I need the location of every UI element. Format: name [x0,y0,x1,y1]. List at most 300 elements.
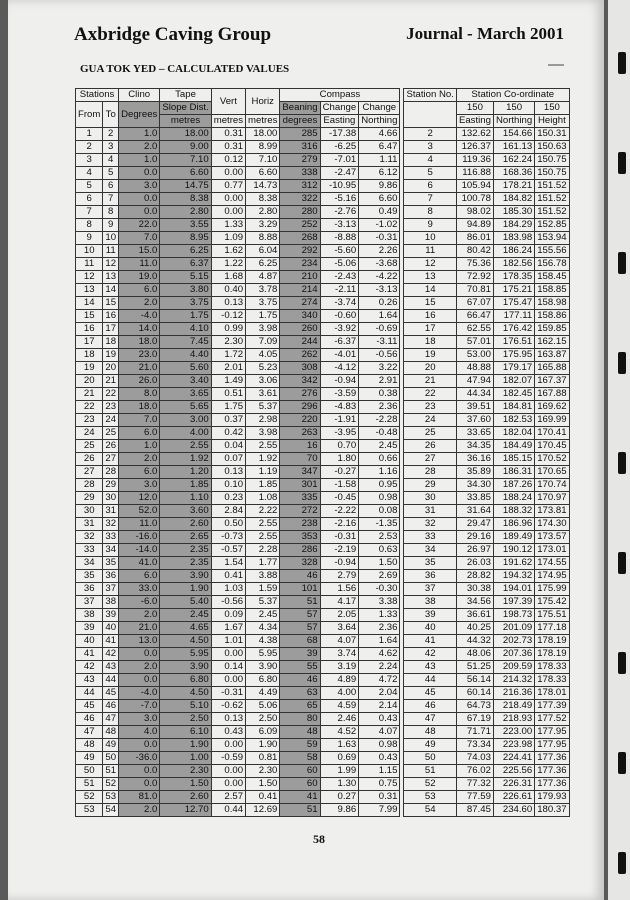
cell-horiz: 2.30 [246,765,280,778]
cell-change-northing: 0.98 [359,739,400,752]
cell-northing: 186.31 [493,466,534,479]
cell-station-no: 6 [404,180,456,193]
table-row [76,453,570,466]
cell-from: 6 [76,193,103,206]
cell-clino: 13.0 [119,635,160,648]
cell-from: 43 [76,674,103,687]
cell-northing: 223.00 [493,726,534,739]
cell-northing: 202.73 [493,635,534,648]
cell-change-easting: 1.63 [320,739,359,752]
survey-table-body [76,128,570,817]
cell-northing: 216.36 [493,687,534,700]
cell-station-no: 10 [404,232,456,245]
cell-change-northing: 2.36 [359,622,400,635]
cell-change-easting: -2.16 [320,518,359,531]
cell-bearing: 252 [280,219,320,232]
cell-change-northing: 2.45 [359,440,400,453]
cell-vert: 0.04 [211,440,245,453]
cell-to: 40 [103,622,119,635]
cell-northing: 197.39 [493,596,534,609]
cell-northing: 175.21 [493,284,534,297]
cell-tape: 8.95 [160,232,211,245]
table-row [76,687,570,700]
cell-horiz: 1.85 [246,479,280,492]
cell-change-easting: -4.12 [320,362,359,375]
cell-from: 15 [76,310,103,323]
cell-tape: 6.37 [160,258,211,271]
cell-tape: 7.10 [160,154,211,167]
cell-height: 178.01 [535,687,569,700]
cell-easting: 105.94 [456,180,493,193]
cell-horiz: 5.95 [246,648,280,661]
cell-northing: 183.98 [493,232,534,245]
cell-station-no: 29 [404,479,456,492]
cell-horiz: 0.81 [246,752,280,765]
cell-station-no: 42 [404,648,456,661]
cell-clino: 41.0 [119,557,160,570]
cell-northing: 182.04 [493,427,534,440]
cell-tape: 5.65 [160,401,211,414]
cell-northing: 209.59 [493,661,534,674]
cell-vert: 1.62 [211,245,245,258]
cell-horiz: 1.90 [246,739,280,752]
cell-change-northing: 4.66 [359,128,400,141]
cell-tape: 14.75 [160,180,211,193]
cell-northing: 223.98 [493,739,534,752]
cell-tape: 3.55 [160,219,211,232]
cell-vert: 0.31 [211,141,245,154]
cell-vert: 0.12 [211,154,245,167]
cell-easting: 33.85 [456,492,493,505]
cell-clino: 15.0 [119,245,160,258]
cell-clino: 3.0 [119,713,160,726]
cell-station-no: 45 [404,687,456,700]
cell-station-no: 9 [404,219,456,232]
cell-from: 46 [76,713,103,726]
cell-station-no: 54 [404,804,456,817]
cell-easting: 116.88 [456,167,493,180]
survey-table-wrap [75,88,570,817]
cell-bearing: 60 [280,778,320,791]
table-row [76,193,570,206]
table-row [76,518,570,531]
pencil-mark [548,64,564,66]
cell-to: 8 [103,206,119,219]
cell-northing: 225.56 [493,765,534,778]
cell-change-easting: 4.00 [320,687,359,700]
cell-bearing: 308 [280,362,320,375]
cell-clino: 2.0 [119,609,160,622]
cell-bearing: 220 [280,414,320,427]
cell-horiz: 1.19 [246,466,280,479]
cell-clino: 81.0 [119,791,160,804]
cell-bearing: 80 [280,713,320,726]
cell-easting: 47.94 [456,375,493,388]
cell-change-easting: 4.59 [320,700,359,713]
table-row [76,245,570,258]
cell-tape: 4.50 [160,687,211,700]
cell-change-northing: -0.31 [359,232,400,245]
cell-northing: 186.24 [493,245,534,258]
table-row [76,765,570,778]
cell-easting: 87.45 [456,804,493,817]
cell-station-no: 41 [404,635,456,648]
cell-change-northing: 9.86 [359,180,400,193]
cell-change-easting: 2.46 [320,713,359,726]
cell-tape: 2.55 [160,440,211,453]
cell-height: 174.95 [535,570,569,583]
cell-to: 24 [103,414,119,427]
cell-clino: 11.0 [119,518,160,531]
cell-height: 165.88 [535,362,569,375]
cell-northing: 189.49 [493,531,534,544]
bearing-units-header: degrees [280,115,320,128]
page-header [74,24,564,54]
cell-to: 17 [103,323,119,336]
cell-horiz: 5.37 [246,596,280,609]
cell-horiz: 4.87 [246,271,280,284]
cell-change-easting: -0.31 [320,531,359,544]
cell-height: 170.97 [535,492,569,505]
cell-height: 173.81 [535,505,569,518]
table-row [76,375,570,388]
cell-clino: 0.0 [119,674,160,687]
cell-tape: 3.60 [160,505,211,518]
cell-from: 28 [76,479,103,492]
cell-height: 173.01 [535,544,569,557]
cell-bearing: 340 [280,310,320,323]
cell-northing: 201.09 [493,622,534,635]
cell-clino: 0.0 [119,648,160,661]
cell-tape: 4.00 [160,427,211,440]
cell-bearing: 292 [280,245,320,258]
cell-station-no: 3 [404,141,456,154]
punch-hole [618,252,626,274]
cell-height: 177.36 [535,778,569,791]
cell-bearing: 57 [280,609,320,622]
cell-easting: 76.02 [456,765,493,778]
cell-vert: 2.84 [211,505,245,518]
cell-easting: 60.14 [456,687,493,700]
cell-height: 151.52 [535,206,569,219]
cell-clino: 7.0 [119,232,160,245]
cell-change-northing: 2.24 [359,661,400,674]
cell-tape: 3.00 [160,414,211,427]
cell-easting: 80.42 [456,245,493,258]
cell-change-northing: 1.15 [359,765,400,778]
cell-tape: 2.80 [160,206,211,219]
cell-to: 41 [103,635,119,648]
cell-vert: 0.07 [211,453,245,466]
cell-change-easting: -3.74 [320,297,359,310]
cell-station-no: 28 [404,466,456,479]
table-row [76,661,570,674]
cell-vert: 0.50 [211,518,245,531]
cell-clino: 7.0 [119,414,160,427]
cell-to: 28 [103,466,119,479]
cell-change-easting: 0.27 [320,791,359,804]
cell-from: 31 [76,518,103,531]
cell-from: 3 [76,154,103,167]
cell-height: 156.78 [535,258,569,271]
cell-tape: 12.70 [160,804,211,817]
cell-horiz: 2.80 [246,206,280,219]
cell-clino: -4.0 [119,310,160,323]
cell-vert: 0.43 [211,726,245,739]
cell-tape: 5.15 [160,271,211,284]
cell-easting: 77.32 [456,778,493,791]
org-name: Axbridge Caving Group [74,24,272,45]
cell-vert: 1.68 [211,271,245,284]
cell-easting: 30.38 [456,583,493,596]
cell-change-northing: 6.12 [359,167,400,180]
table-row [76,726,570,739]
cell-tape: 2.30 [160,765,211,778]
cell-horiz: 3.90 [246,661,280,674]
cell-station-no: 19 [404,349,456,362]
cell-from: 35 [76,570,103,583]
cell-tape: 1.20 [160,466,211,479]
cell-bearing: 70 [280,453,320,466]
cell-northing: 168.36 [493,167,534,180]
cell-clino: 2.0 [119,453,160,466]
cell-from: 10 [76,245,103,258]
cell-vert: 0.51 [211,388,245,401]
cell-station-no: 4 [404,154,456,167]
cell-change-northing: 7.99 [359,804,400,817]
cell-from: 2 [76,141,103,154]
cell-to: 47 [103,713,119,726]
cell-vert: -0.56 [211,596,245,609]
cell-height: 170.52 [535,453,569,466]
cell-from: 45 [76,700,103,713]
cell-northing: 162.24 [493,154,534,167]
cell-change-northing: 2.91 [359,375,400,388]
cell-from: 48 [76,739,103,752]
cell-tape: 9.00 [160,141,211,154]
cell-from: 18 [76,349,103,362]
cell-horiz: 14.73 [246,180,280,193]
cell-easting: 26.03 [456,557,493,570]
cell-change-northing: 1.64 [359,310,400,323]
cell-bearing: 279 [280,154,320,167]
coord-easting-header: Easting [456,115,493,128]
cell-change-northing: 1.50 [359,557,400,570]
cell-from: 24 [76,427,103,440]
cell-change-northing: -0.56 [359,349,400,362]
cell-from: 41 [76,648,103,661]
cell-change-easting: 4.52 [320,726,359,739]
cell-horiz: 2.55 [246,518,280,531]
cell-northing: 182.07 [493,375,534,388]
table-row [76,466,570,479]
cell-to: 43 [103,661,119,674]
cell-northing: 186.96 [493,518,534,531]
cell-change-easting: -0.60 [320,310,359,323]
table-row [76,388,570,401]
cell-change-northing: -3.11 [359,336,400,349]
cell-change-northing: -0.69 [359,323,400,336]
cell-station-no: 47 [404,713,456,726]
cell-easting: 26.97 [456,544,493,557]
cell-to: 29 [103,479,119,492]
cell-clino: 0.0 [119,167,160,180]
cell-change-northing: 0.38 [359,388,400,401]
cell-tape: 3.90 [160,570,211,583]
cell-from: 21 [76,388,103,401]
cell-from: 38 [76,609,103,622]
cell-easting: 31.64 [456,505,493,518]
cell-tape: 2.60 [160,791,211,804]
cell-bearing: 260 [280,323,320,336]
cell-vert: 0.44 [211,804,245,817]
cell-from: 26 [76,453,103,466]
cell-clino: 6.0 [119,284,160,297]
cell-change-northing: 0.31 [359,791,400,804]
cell-change-northing: 0.49 [359,206,400,219]
cell-from: 11 [76,258,103,271]
cell-change-northing: 0.75 [359,778,400,791]
cell-easting: 67.19 [456,713,493,726]
cell-from: 33 [76,544,103,557]
cell-height: 177.52 [535,713,569,726]
cell-change-easting: -5.06 [320,258,359,271]
cell-vert: 0.23 [211,492,245,505]
cell-easting: 29.16 [456,531,493,544]
cell-clino: -36.0 [119,752,160,765]
cell-tape: 3.65 [160,388,211,401]
cell-horiz: 7.09 [246,336,280,349]
cell-bearing: 68 [280,635,320,648]
cell-vert: 1.67 [211,622,245,635]
cell-easting: 44.34 [456,388,493,401]
cell-clino: 1.0 [119,128,160,141]
cell-northing: 188.24 [493,492,534,505]
cell-height: 179.93 [535,791,569,804]
cell-to: 34 [103,544,119,557]
cell-from: 29 [76,492,103,505]
cell-clino: 22.0 [119,219,160,232]
cell-change-easting: 1.56 [320,583,359,596]
cell-change-northing: -4.22 [359,271,400,284]
cell-change-northing: 6.60 [359,193,400,206]
cell-from: 53 [76,804,103,817]
cell-tape: 1.00 [160,752,211,765]
cell-change-northing: 0.95 [359,479,400,492]
cell-change-northing: 1.33 [359,609,400,622]
change-easting-header: Change [320,102,359,115]
cell-easting: 119.36 [456,154,493,167]
cell-change-northing: 0.66 [359,453,400,466]
cell-easting: 34.56 [456,596,493,609]
cell-horiz: 6.04 [246,245,280,258]
cell-horiz: 1.75 [246,310,280,323]
tape-units-header: metres [160,115,211,128]
cell-station-no: 14 [404,284,456,297]
cell-station-no: 37 [404,583,456,596]
cell-station-no: 35 [404,557,456,570]
cell-easting: 62.55 [456,323,493,336]
cell-to: 21 [103,375,119,388]
cell-vert: 0.40 [211,284,245,297]
cell-from: 8 [76,219,103,232]
cell-clino: 2.0 [119,804,160,817]
cell-northing: 218.93 [493,713,534,726]
cell-tape: 18.00 [160,128,211,141]
cell-horiz: 2.45 [246,609,280,622]
cell-from: 9 [76,232,103,245]
cell-to: 5 [103,167,119,180]
cell-northing: 175.47 [493,297,534,310]
init-northing: 150 [493,102,534,115]
cell-northing: 226.61 [493,791,534,804]
cell-from: 22 [76,401,103,414]
cell-change-easting: 0.70 [320,440,359,453]
cell-change-easting: -1.58 [320,479,359,492]
cell-height: 177.36 [535,765,569,778]
cell-change-easting: -2.76 [320,206,359,219]
cell-vert: 0.13 [211,713,245,726]
table-row [76,401,570,414]
cell-northing: 207.36 [493,648,534,661]
cell-change-easting: 2.05 [320,609,359,622]
cell-bearing: 214 [280,284,320,297]
cell-to: 13 [103,271,119,284]
cell-easting: 34.30 [456,479,493,492]
cell-horiz: 1.08 [246,492,280,505]
cell-easting: 74.03 [456,752,493,765]
cell-bearing: 312 [280,180,320,193]
cell-easting: 35.89 [456,466,493,479]
table-row [76,440,570,453]
cell-bearing: 39 [280,648,320,661]
cell-change-easting: 1.99 [320,765,359,778]
cell-bearing: 210 [280,271,320,284]
cell-vert: 1.09 [211,232,245,245]
table-row [76,778,570,791]
cell-clino: 0.0 [119,193,160,206]
cell-horiz: 5.23 [246,362,280,375]
cell-clino: 21.0 [119,362,160,375]
station-no-header: Station No. [404,89,456,102]
cell-vert: 0.00 [211,167,245,180]
cell-vert: 0.00 [211,739,245,752]
cell-vert: -0.62 [211,700,245,713]
cell-clino: -7.0 [119,700,160,713]
cell-change-easting: -10.95 [320,180,359,193]
cell-tape: 4.40 [160,349,211,362]
cell-station-no: 49 [404,739,456,752]
cell-clino: 19.0 [119,271,160,284]
cell-horiz: 2.98 [246,414,280,427]
cell-tape: 3.90 [160,661,211,674]
cell-from: 47 [76,726,103,739]
cell-bearing: 51 [280,804,320,817]
table-row [76,648,570,661]
cell-change-easting: -2.22 [320,505,359,518]
cell-easting: 73.34 [456,739,493,752]
cell-easting: 48.88 [456,362,493,375]
cell-change-easting: -3.95 [320,427,359,440]
table-row [76,232,570,245]
cell-change-northing: 0.26 [359,297,400,310]
cell-bearing: 268 [280,232,320,245]
cell-change-easting: -2.43 [320,271,359,284]
coord-height-header: Height [535,115,569,128]
cell-to: 52 [103,778,119,791]
cell-vert: 0.42 [211,427,245,440]
cell-station-no: 51 [404,765,456,778]
